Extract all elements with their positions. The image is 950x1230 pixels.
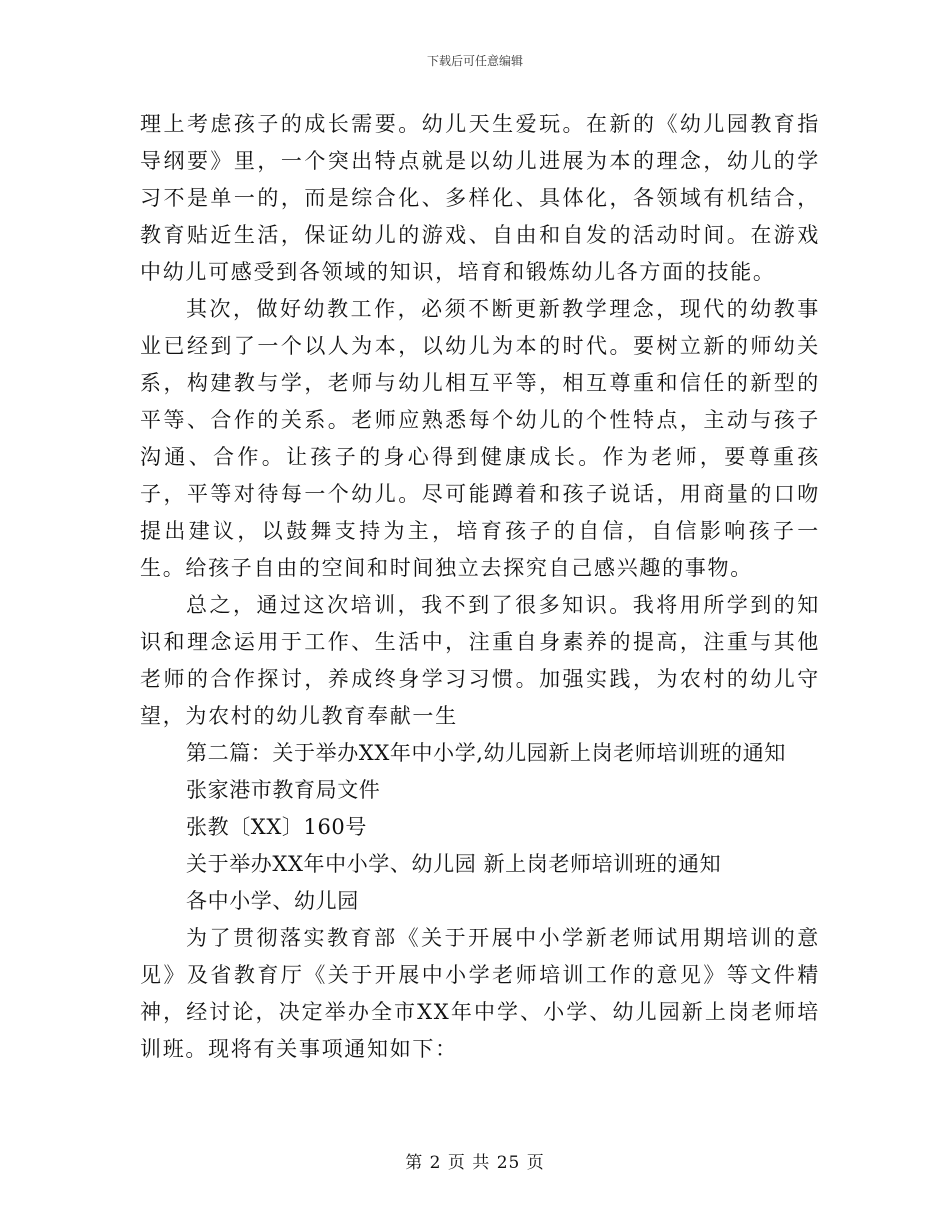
- paragraph-secondly: 其次，做好幼教工作，必须不断更新教学理念，现代的幼教事业已经到了一个以人为本，以幼儿为本的时代。要树立新的师幼关系，构建教与学，老师与幼儿相互平等，相互尊重和信任的新型的平等、合作的关系。老师应熟悉每个幼儿的个性特点，主动与孩子沟通、合作。让孩子的身心得到健康成长。作为老师，要尊重孩子，平等对待每一个幼儿。尽可能蹲着和孩子说话，用商量的口吻提出建议，以鼓舞支持为主，培育孩子的自信，自信影响孩子一生。给孩子自由的空间和时间独立去探究自己感兴趣的事物。: [140, 297, 820, 580]
- recipients: 各中小学、幼儿园: [186, 889, 359, 913]
- paragraph-notice-intro: 为了贯彻落实教育部《关于开展中小学新老师试用期培训的意见》及省教育厅《关于开展中小学老师培训工作的意见》等文件精神，经讨论，决定举办全市XX年中学、小学、幼儿园新上岗老师培训班。现将有关事项通知如下：: [140, 926, 820, 1061]
- document-number: 张教〔XX〕160号: [186, 815, 367, 839]
- issuing-authority: 张家港市教育局文件: [186, 778, 381, 802]
- notice-title: 关于举办XX年中小学、幼儿园 新上岗老师培训班的通知: [186, 852, 722, 876]
- page-number-footer: 第 2 页 共 25 页: [405, 1153, 545, 1173]
- paragraph-continuation: 理上考虑孩子的成长需要。幼儿天生爱玩。在新的《幼儿园教育指导纲要》里，一个突出特点就是以幼儿进展为本的理念，幼儿的学习不是单一的，而是综合化、多样化、具体化，各领域有机结合，教育贴近生活，保证幼儿的游戏、自由和自发的活动时间。在游戏中幼儿可感受到各领域的知识，培育和锻炼幼儿各方面的技能。: [140, 112, 820, 284]
- document-body: [140, 106, 820, 1068]
- header-note: 下载后可任意编辑: [426, 54, 523, 68]
- section-title: 第二篇：关于举办XX年中小学,幼儿园新上岗老师培训班的通知: [186, 741, 786, 765]
- paragraph-conclusion: 总之，通过这次培训，我不到了很多知识。我将用所学到的知识和理念运用于工作、生活中，注重自身素养的提高，注重与其他老师的合作探讨，养成终身学习习惯。加强实践，为农村的幼儿守望，为农村的幼儿教育奉献一生: [140, 593, 820, 728]
